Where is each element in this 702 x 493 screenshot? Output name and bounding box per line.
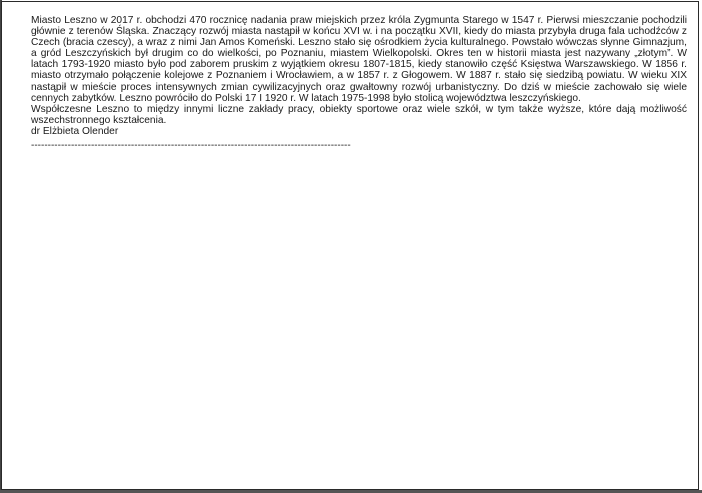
text-block bbox=[31, 15, 687, 137]
author-signature: dr Elżbieta Olender bbox=[31, 125, 119, 137]
separator-line: ------------------------------------------------------------------------------------------------ bbox=[31, 140, 351, 151]
modern-paragraph: Współczesne Leszno to między innymi liczne zakłady pracy, obiekty sportowe oraz wiele szkół, w tym także wyższe, które dają możliwość wszechstronnego kształcenia. bbox=[31, 103, 687, 126]
main-paragraph: Miasto Leszno w 2017 r. obchodzi 470 rocznicę nadania praw miejskich przez króla Zygmunta Starego w 1547 r. Pierwsi mieszczanie pochodzili głównie z terenów Śląska. Znaczący rozwój miasta nastąpił w końcu XVI w. i na początku XVII, kiedy do miasta przybyła druga fala uchodźców z Czech (bracia czescy), a wraz z nimi Jan Amos Komeński. Leszno stało się ośrodkiem życia kulturalnego. Powstało wówczas słynne Gimnazjum, a gród Leszczyńskich był drugim co do wielkości, po Poznaniu, miastem Wielkopolski. Okres ten w historii miasta jest nazywany „złotym”. W latach 1793-1920 miasto było pod zaborem pruskim z wyjątkiem okresu 1807-1815, kiedy stanowiło część Księstwa Warszawskiego. W 1856 r. miasto otrzymało połączenie kolejowe z Poznaniem i Wrocławiem, a w 1857 r. z Głogowem. W 1887 r. stało się siedzibą powiatu. W wieku XIX nastąpił w mieście proces intensywnych zmian cywilizacyjnych oraz gwałtowny rozwój urbanistyczny. Do dziś w mieście zachowało się wiele cennych zabytków. Leszno powróciło do Polski 17 I 1920 r. W latach 1975-1998 było stolicą województwa leszczyńskiego. bbox=[31, 15, 687, 104]
